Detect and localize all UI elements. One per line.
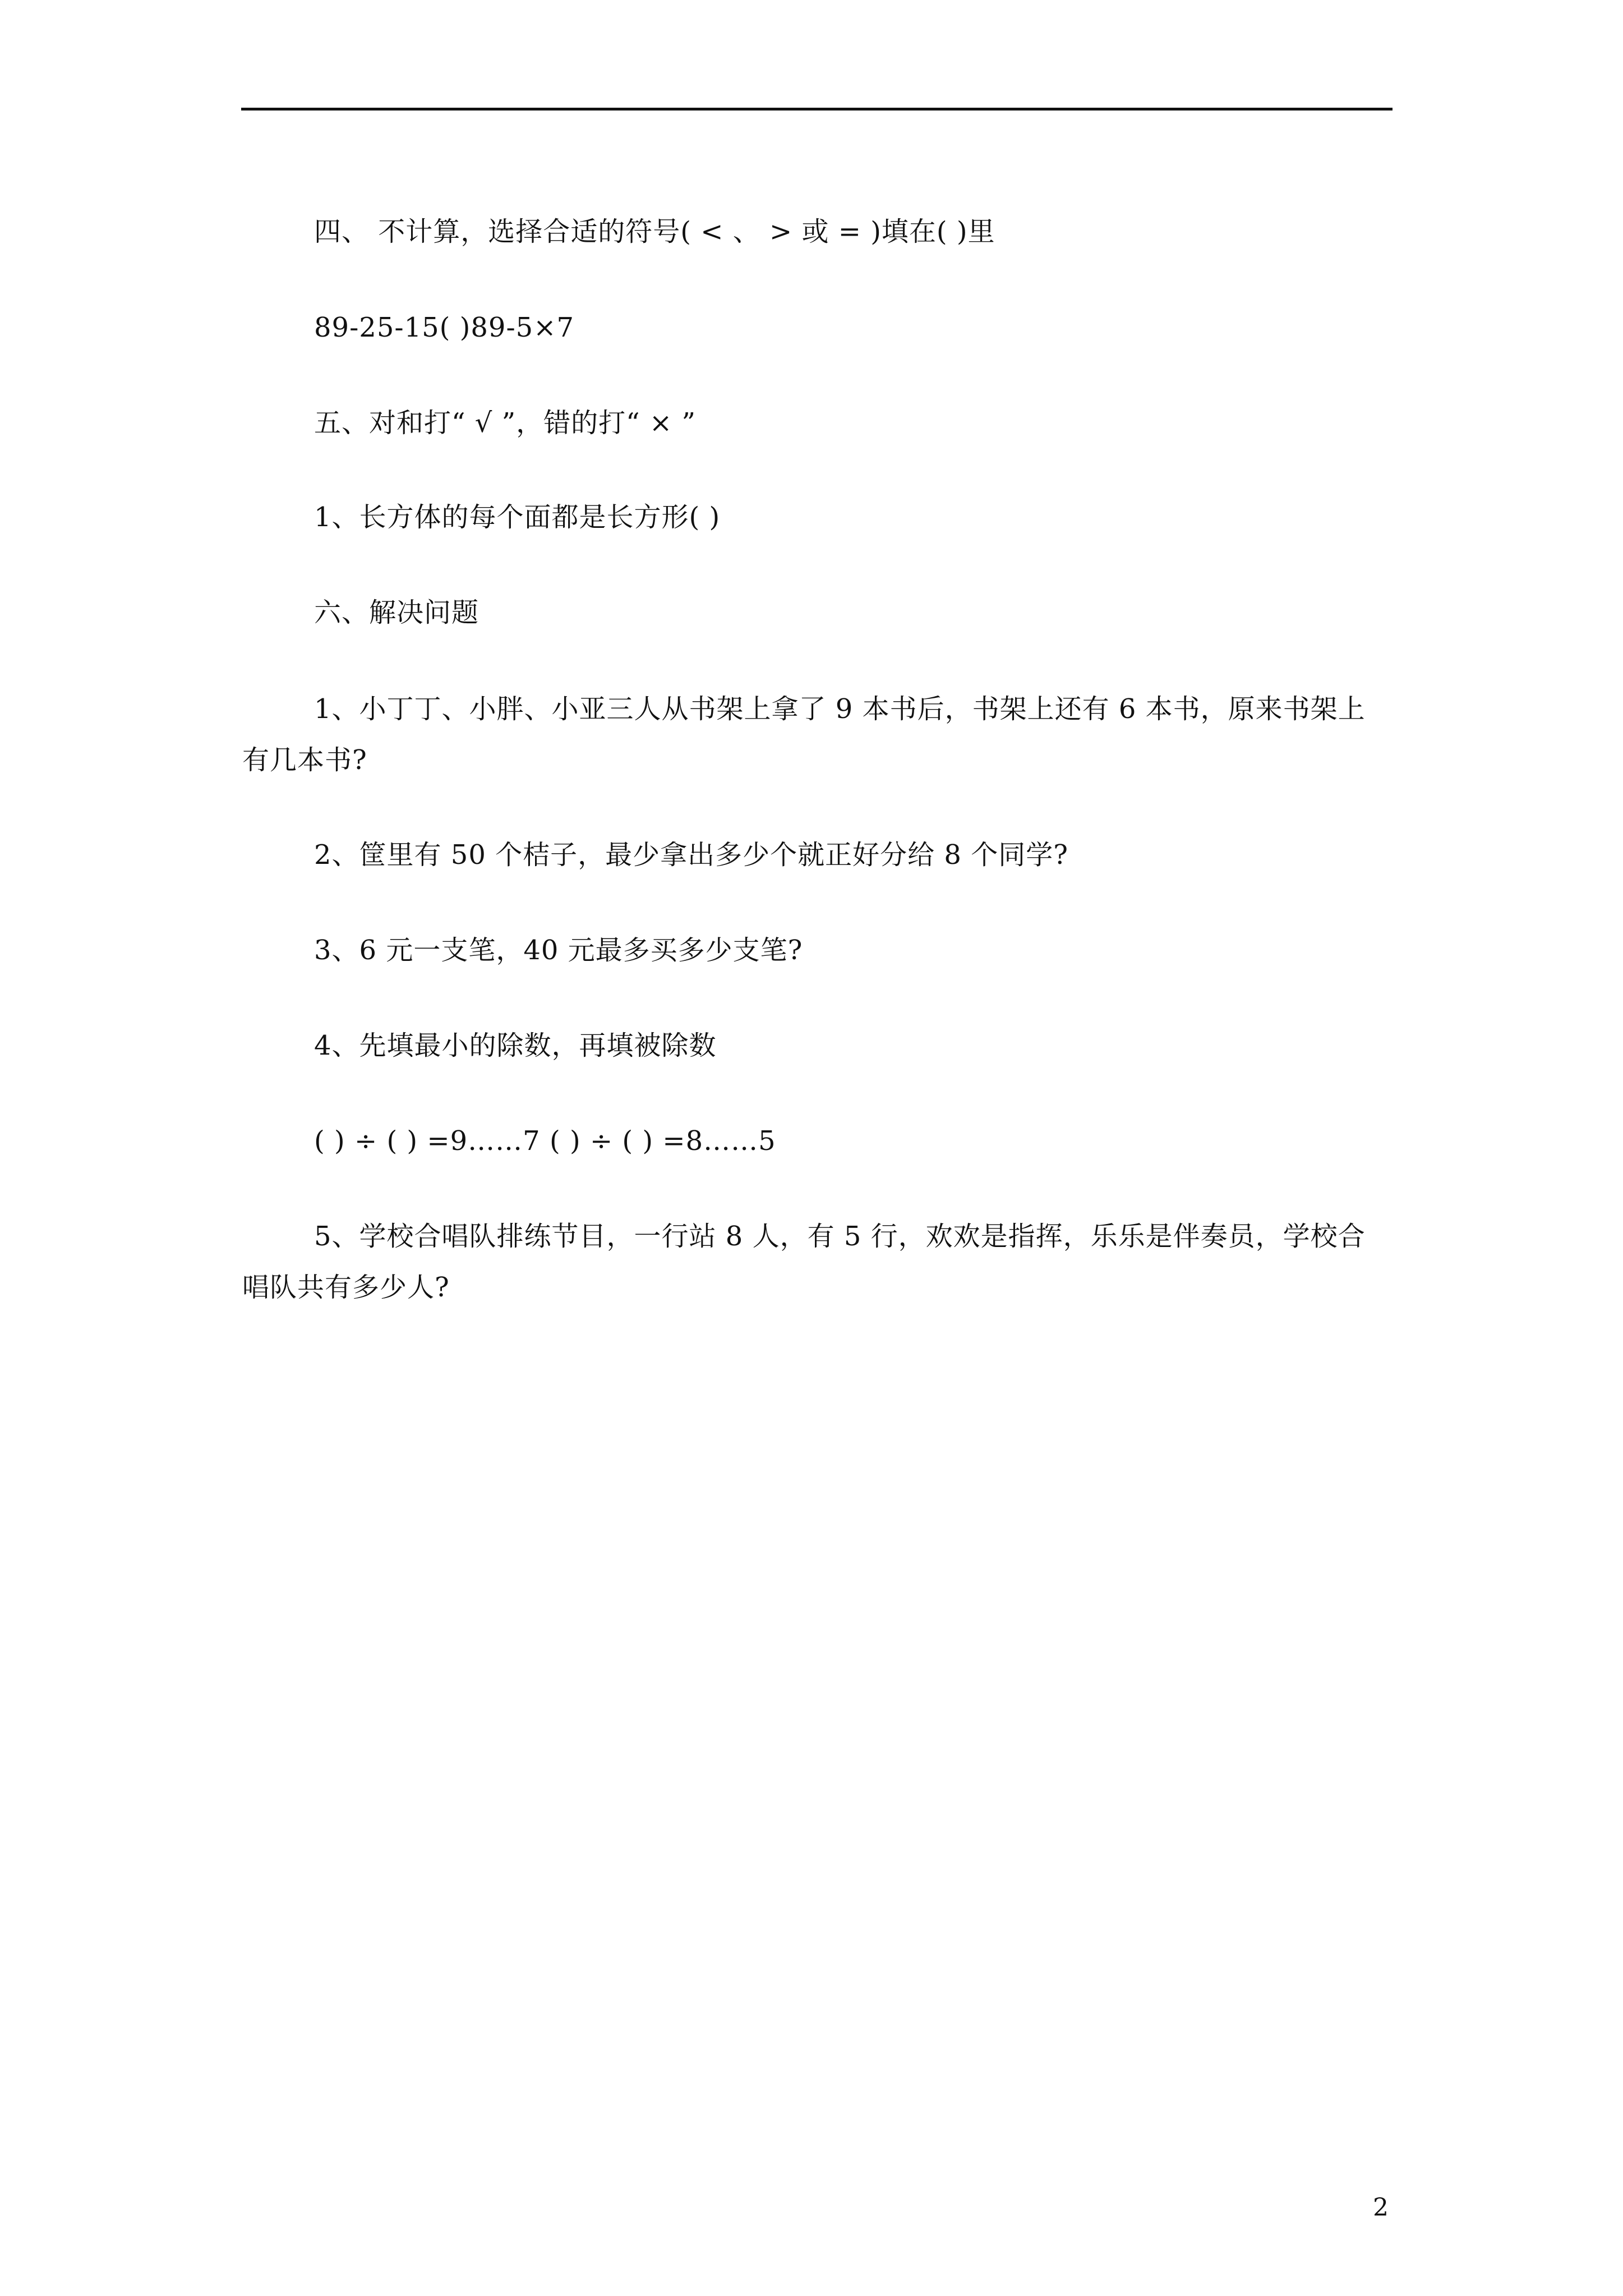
section-4-expression: 89-25-15( )89-5×7 xyxy=(314,312,574,343)
section-5-heading: 五、对和打“ √ ”，错的打“ × ” xyxy=(314,407,696,439)
question-4: 4、先填最小的除数，再填被除数 xyxy=(314,1030,717,1061)
section-5-item-1: 1、长方体的每个面都是长方形( ) xyxy=(314,501,721,533)
question-4-expression: ( ) ÷ ( ) =9……7 ( ) ÷ ( ) =8……5 xyxy=(314,1125,776,1157)
page-number: 2 xyxy=(1373,2193,1389,2222)
question-2: 2、筐里有 50 个桔子，最少拿出多少个就正好分给 8 个同学? xyxy=(314,839,1068,871)
section-6-heading: 六、解决问题 xyxy=(314,597,479,628)
section-4-heading: 四、 不计算，选择合适的符号( < 、 > 或 = )填在( )里 xyxy=(314,216,995,247)
question-5-line-1: 5、学校合唱队排练节目，一行站 8 人，有 5 行，欢欢是指挥，乐乐是伴奏员，学校合 xyxy=(314,1221,1366,1252)
question-1-line-2: 有几本书? xyxy=(242,744,367,776)
header-rule xyxy=(241,108,1393,111)
question-5-line-2: 唱队共有多少人? xyxy=(242,1272,450,1303)
question-1-line-1: 1、小丁丁、小胖、小亚三人从书架上拿了 9 本书后，书架上还有 6 本书，原来书架上 xyxy=(314,693,1366,725)
question-3: 3、6 元一支笔，40 元最多买多少支笔? xyxy=(314,935,803,966)
